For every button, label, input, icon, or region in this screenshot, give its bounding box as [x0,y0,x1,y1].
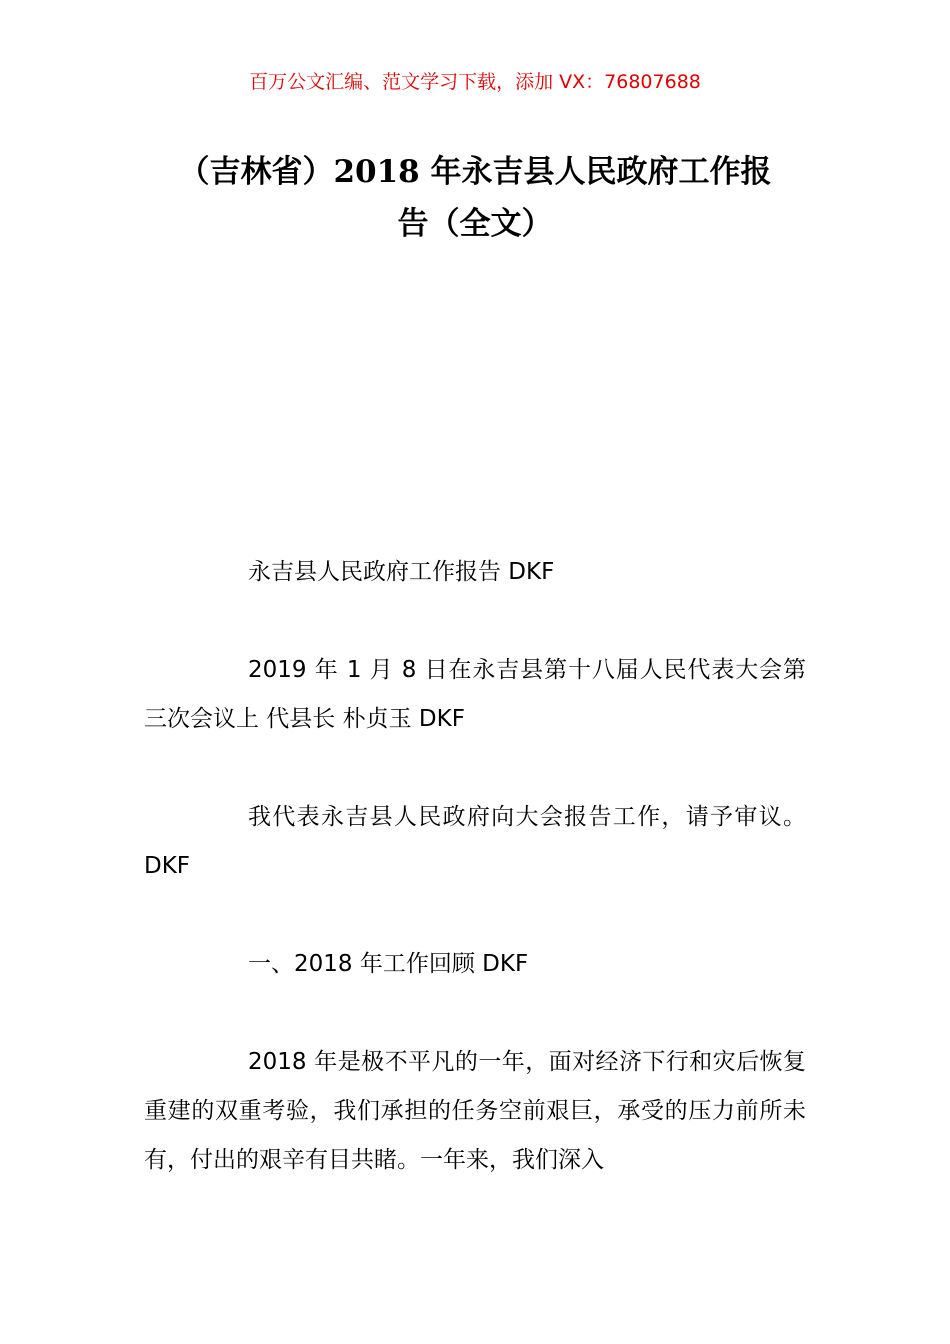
watermark-header-note: 百万公文汇编、范文学习下载，添加 VX：76807688 [249,71,701,93]
intro-paragraph: 我代表永吉县人民政府向大会报告工作，请予审议。DKF [144,804,806,879]
document-title-line-2: 告（全文） [397,206,553,242]
report-heading-paragraph: 永吉县人民政府工作报告 DKF [248,559,555,585]
document-title-line-1: （吉林省）2018 年永吉县人民政府工作报 [178,154,772,190]
section-heading-paragraph: 一、2018 年工作回顾 DKF [248,951,529,977]
document-body [144,548,806,1234]
review-paragraph: 2018 年是极不平凡的一年，面对经济下行和灾后恢复重建的双重考验，我们承担的任务空前艰巨，承受的压力前所未有，付出的艰辛有目共睹。一年来，我们深入 [144,1049,806,1173]
document-title [140,146,810,250]
meeting-info-paragraph: 2019 年 1 月 8 日在永吉县第十八届人民代表大会第三次会议上 代县长 朴贞玉 DKF [144,657,806,732]
